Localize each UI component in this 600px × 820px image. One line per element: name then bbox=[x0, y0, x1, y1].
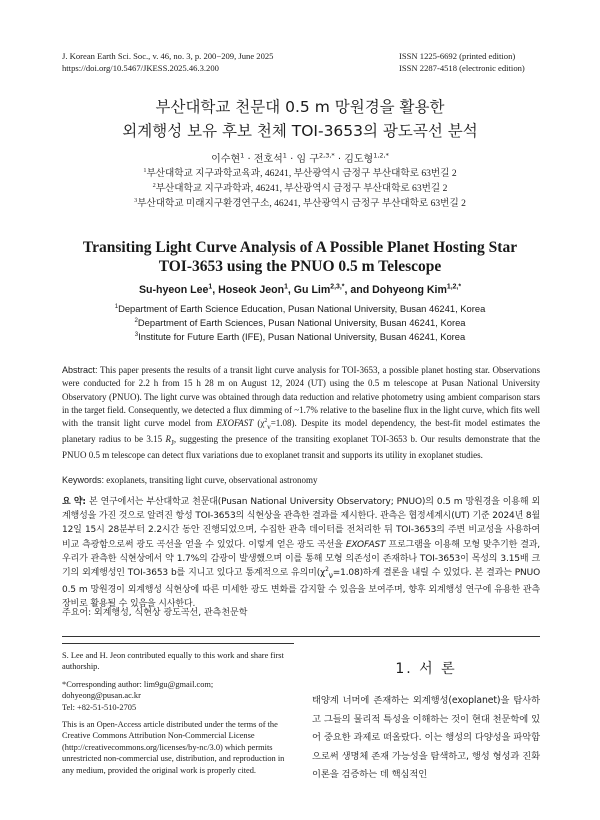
korean-abstract-text: 프로그램을 이용해 모형 맞추기한 결과, 우리가 관측한 식현상에서 약 1.7%의 감광이 발생했으며 이를 통해 모형 의존성이 존재하나 TOI-3653이 목성의 3.15배 크기의 외계행성인 TOI-3653 b를 지니고 있다고 통계적으로 유의미(χ bbox=[62, 539, 540, 579]
section-heading: 1. 서 론 bbox=[395, 661, 457, 677]
author-name: Hoseok Jeon bbox=[218, 284, 285, 296]
author-name: 이수현 bbox=[211, 154, 241, 165]
abstract-text: This paper presents the results of a transit light curve analysis for TOI-3653, a possible planet hosting star. Observations were conducted for 2.2 h from 15 h 28 m on August 12, 2024 (UT) using the 0.5 m telescope at Pusan National University Observatory (PNUO). The light curve was obtained through data reduction and relative photometry using ambient comparison stars in the target field. Consequently, we detected a flux dimming of ~1.7% relative to the baseline flux in the light curve, which fits well with the transit light curve model from bbox=[62, 365, 540, 429]
english-title bbox=[0, 238, 600, 276]
affil-text: 부산대학교 지구과학과, 46241, 부산광역시 금정구 부산대학로 63번길 2 bbox=[155, 183, 448, 194]
korean-abstract-text: 본 연구에서는 부산대학교 천문대(Pusan National University Observatory; PNUO)의 0.5 m 망원경을 이용해 외계행성을 가진 것으로 알려진 항성 TOI-3653의 식현상을 관측한 결과를 제시한다. 관측은 협정세계시(UT) 기준 2024년 8월 12일 15시 28분부터 2.2시간 동안 진행되었으며, 수집한 관측 데이터를 전처리한 뒤 TOI-3653의 주변 비교성을 사용하여 비교 측광함으로써 광도 곡선을 얻을 수 있었다. 이렇게 얻은 광도 곡선을 bbox=[62, 497, 540, 550]
issn-print: ISSN 1225-6692 (printed edition) bbox=[399, 51, 516, 61]
author-affil-mark: 1 bbox=[240, 151, 245, 160]
english-keywords bbox=[62, 474, 540, 487]
corresponding-author-note bbox=[62, 679, 294, 713]
radius-symbol: R bbox=[165, 434, 171, 445]
keywords-label: Keywords: bbox=[62, 475, 105, 485]
affiliation-line bbox=[0, 302, 600, 316]
abstract-text: =1.08). Despite its model dependency, the best-fit model estimates the planetary radius to be 3.15 bbox=[62, 418, 540, 445]
english-title-line-1: Transiting Light Curve Analysis of A Possible Planet Hosting Star bbox=[82, 239, 518, 256]
software-name: EXOFAST bbox=[216, 418, 254, 429]
korean-abstract-label: 요 약: bbox=[62, 497, 86, 507]
affiliation-line bbox=[0, 316, 600, 330]
english-authors: Su-hyeon Lee$^1$, Hoseok Jeon$^1$, Gu Lim$^{2,3,*}$, and Dohyeong Kim$^{1,2,*}$ bbox=[138, 283, 462, 296]
affil-mark: 1 bbox=[114, 302, 119, 310]
affil-text: 부산대학교 미래지구환경연구소, 46241, 부산광역시 금정구 부산대학로 63번길 2 bbox=[137, 198, 466, 209]
chi-subscript: ν bbox=[267, 421, 271, 431]
author-name: Su-hyeon Lee bbox=[138, 284, 209, 296]
abstract-text: , suggesting the presence of the transiting exoplanet TOI-3653 b. Our results demonstrate that the PNUO 0.5 m telescope can detect flux variations due to exoplanet transit and supports its utility in exoplanet studies. bbox=[62, 434, 540, 461]
author-name: 김도형 bbox=[344, 154, 374, 165]
affil-text: Department of Earth Science Education, Pusan National University, Busan 46241, Korea bbox=[118, 303, 486, 314]
korean-title-line-1: 부산대학교 천문대 0.5 m 망원경을 활용한 bbox=[155, 98, 445, 116]
english-abstract: Abstract: This paper presents the results of a transit light curve analysis for TOI-3653, a possible planet hosting star. Observations were conducted for 2.2 h from 15 h 28 m on August 12, 2024 (UT) using the 0.5 m telescope at Pusan National University Observatory (PNUO). The light curve was obtained through data reduction and relative photometry using ambient comparison stars in the target field. Consequently, we detected a flux dimming of ~1.7% relative to the baseline flux in the light curve, which fits well with the transit light curve model from EXOFAST $(\chi^2_\nu=1.08)$. Despite its model dependency, the best-fit model estimates the planetary radius to be 3.15 $R_J$, suggesting the presence of the transiting exoplanet TOI-3653 b. Our results demonstrate that the PNUO 0.5 m telescope can detect flux variations due to exoplanet transit and supports its utility in exoplanet studies. bbox=[62, 365, 540, 461]
author-name: 전호석 bbox=[253, 154, 283, 165]
korean-abstract-text: =1.08)하게 결론을 내릴 수 있었다. 본 결과는 PNUO 0.5 m 망원경이 외계행성 식현상에 따른 미세한 광도 변화를 감지할 수 있음을 보여주며, 향후 외계행성 연구에 유용한 관측 장비로 활용될 수 있음을 시사한다. bbox=[62, 568, 540, 610]
affil-text: Department of Earth Sciences, Pusan National University, Busan 46241, Korea bbox=[137, 317, 466, 328]
abstract-label: Abstract: bbox=[62, 365, 98, 375]
footnotes bbox=[62, 650, 294, 782]
author-affil-mark: 1,2,* bbox=[446, 283, 462, 291]
english-title-line-2: TOI-3653 using the PNUO 0.5 m Telescope bbox=[158, 258, 442, 275]
introduction-text: 태양계 너머에 존재하는 외계행성(exoplanet)을 탐사하고 그들의 물리적 특성을 이해하는 것이 현대 천문학에 있어 중요한 과제로 떠올랐다. 이는 행성의 다양성을 파악함으로써 생명체 존재 가능성을 탐색하고, 행성 형성과 진화 이론을 검증하는 데 핵심적인 bbox=[312, 695, 540, 781]
korean-keywords bbox=[62, 605, 540, 618]
affil-text: Institute for Future Earth (IFE), Pusan National University, Busan 46241, Korea bbox=[138, 331, 466, 342]
telephone: Tel: +82-51-510-2705 bbox=[62, 702, 137, 712]
keywords-text: exoplanets, transiting light curve, observational astronomy bbox=[106, 475, 318, 485]
affiliation-line bbox=[0, 181, 600, 196]
author-affil-mark: 2,3,* bbox=[330, 283, 345, 291]
affil-mark: 1 bbox=[143, 166, 147, 174]
affiliation-line bbox=[0, 166, 600, 181]
author-name: 임 구 bbox=[296, 154, 319, 165]
author-separator: · bbox=[247, 154, 251, 165]
korean-keywords-text: 외계행성, 식현상 광도곡선, 관측천문학 bbox=[94, 608, 248, 618]
affil-mark: 3 bbox=[134, 196, 138, 204]
corresponding-emails[interactable]: *Corresponding author: lim9gu@gmail.com; dohyeong@pusan.ac.kr bbox=[62, 679, 214, 701]
abstract-text: (χ bbox=[253, 418, 265, 429]
affiliation-line bbox=[0, 330, 600, 344]
korean-authors bbox=[0, 150, 600, 165]
korean-abstract: 요 약: 본 연구에서는 부산대학교 천문대(Pusan National University Observatory; PNUO)의 0.5 m 망원경을 이용해 외계행성을 가진 것으로 알려진 항성 TOI-3653의 식현상을 관측한 결과를 제시한다. 관측은 협정세계시(UT) 기준 2024년 8월 12일 15시 28분부터 2.2시간 동안 진행되었으며, 수집한 관측 데이터를 전처리한 뒤 TOI-3653의 주변 비교성을 사용하여 비교 측광함으로써 광도 곡선을 얻을 수 있었다. 이렇게 얻은 광도 곡선을 EXOFAST 프로그램을 이용해 모형 맞추기한 결과, 우리가 관측한 식현상에서 약 1.7%의 감광이 발생했으며 이를 통해 모형 의존성이 존재하나 TOI-3653이 목성의 3.15배 크기의 외계행성인 TOI-3653 b를 지니고 있다고 통계적으로 유의미$(\chi^2_\nu=1.08)$하게 결론을 내릴 수 있었다. 본 결과는 PNUO 0.5 m 망원경이 외계행성 식현상에 따른 미세한 광도 변화를 감지할 수 있음을 보여주며, 향후 외계행성 연구에 유용한 관측 장비로 활용될 수 있음을 시사한다. bbox=[62, 497, 540, 610]
chi-subscript: ν bbox=[328, 570, 333, 580]
software-name: EXOFAST bbox=[345, 539, 386, 550]
author-affil-mark: 1 bbox=[282, 151, 287, 160]
radius-subscript: J bbox=[171, 438, 174, 448]
section-divider bbox=[62, 636, 540, 637]
affil-text: 부산대학교 지구과학교육과, 46241, 부산광역시 금정구 부산대학로 63번길 2 bbox=[146, 168, 457, 179]
affil-mark: 3 bbox=[134, 330, 139, 338]
footnote-divider bbox=[62, 643, 294, 644]
korean-title bbox=[0, 95, 600, 143]
author-separator: · bbox=[337, 154, 342, 165]
doi-link[interactable]: https://doi.org/10.5467/JKESS.2025.46.3.200 bbox=[62, 63, 219, 73]
license-note: This is an Open-Access article distributed under the terms of the Creative Commons Attribution Non-Commercial License (http://creativecommons.org/licenses/by-nc/3.0) which permits unrestricted non-commercial use, distribution, and reproduction in any medium, provided the original work is properly cited. bbox=[62, 720, 285, 775]
author-affil-mark: 1 bbox=[208, 283, 213, 291]
affiliation-line bbox=[0, 196, 600, 211]
korean-affiliations bbox=[0, 166, 600, 211]
english-affiliations bbox=[0, 302, 600, 344]
author-name: Gu Lim bbox=[293, 284, 331, 296]
author-affil-mark: 1 bbox=[284, 283, 288, 291]
author-separator: · bbox=[290, 154, 294, 165]
author-affil-mark: 2,3,* bbox=[319, 151, 335, 160]
affil-mark: 2 bbox=[134, 316, 138, 324]
author-affil-mark: 1,2,* bbox=[373, 151, 389, 160]
author-name: Dohyeong Kim bbox=[372, 284, 447, 296]
affil-mark: 2 bbox=[152, 181, 156, 189]
equal-contribution-note: S. Lee and H. Jeon contributed equally to this work and share first authorship. bbox=[62, 651, 284, 672]
issn-electronic: ISSN 2287-4518 (electronic edition) bbox=[399, 63, 525, 73]
korean-keywords-label: 주요어: bbox=[62, 608, 92, 618]
journal-citation: J. Korean Earth Sci. Soc., v. 46, no. 3, p. 200−209, June 2025 bbox=[62, 51, 274, 61]
korean-title-line-2: 외계행성 보유 후보 천체 TOI-3653의 광도곡선 분석 bbox=[122, 122, 478, 140]
